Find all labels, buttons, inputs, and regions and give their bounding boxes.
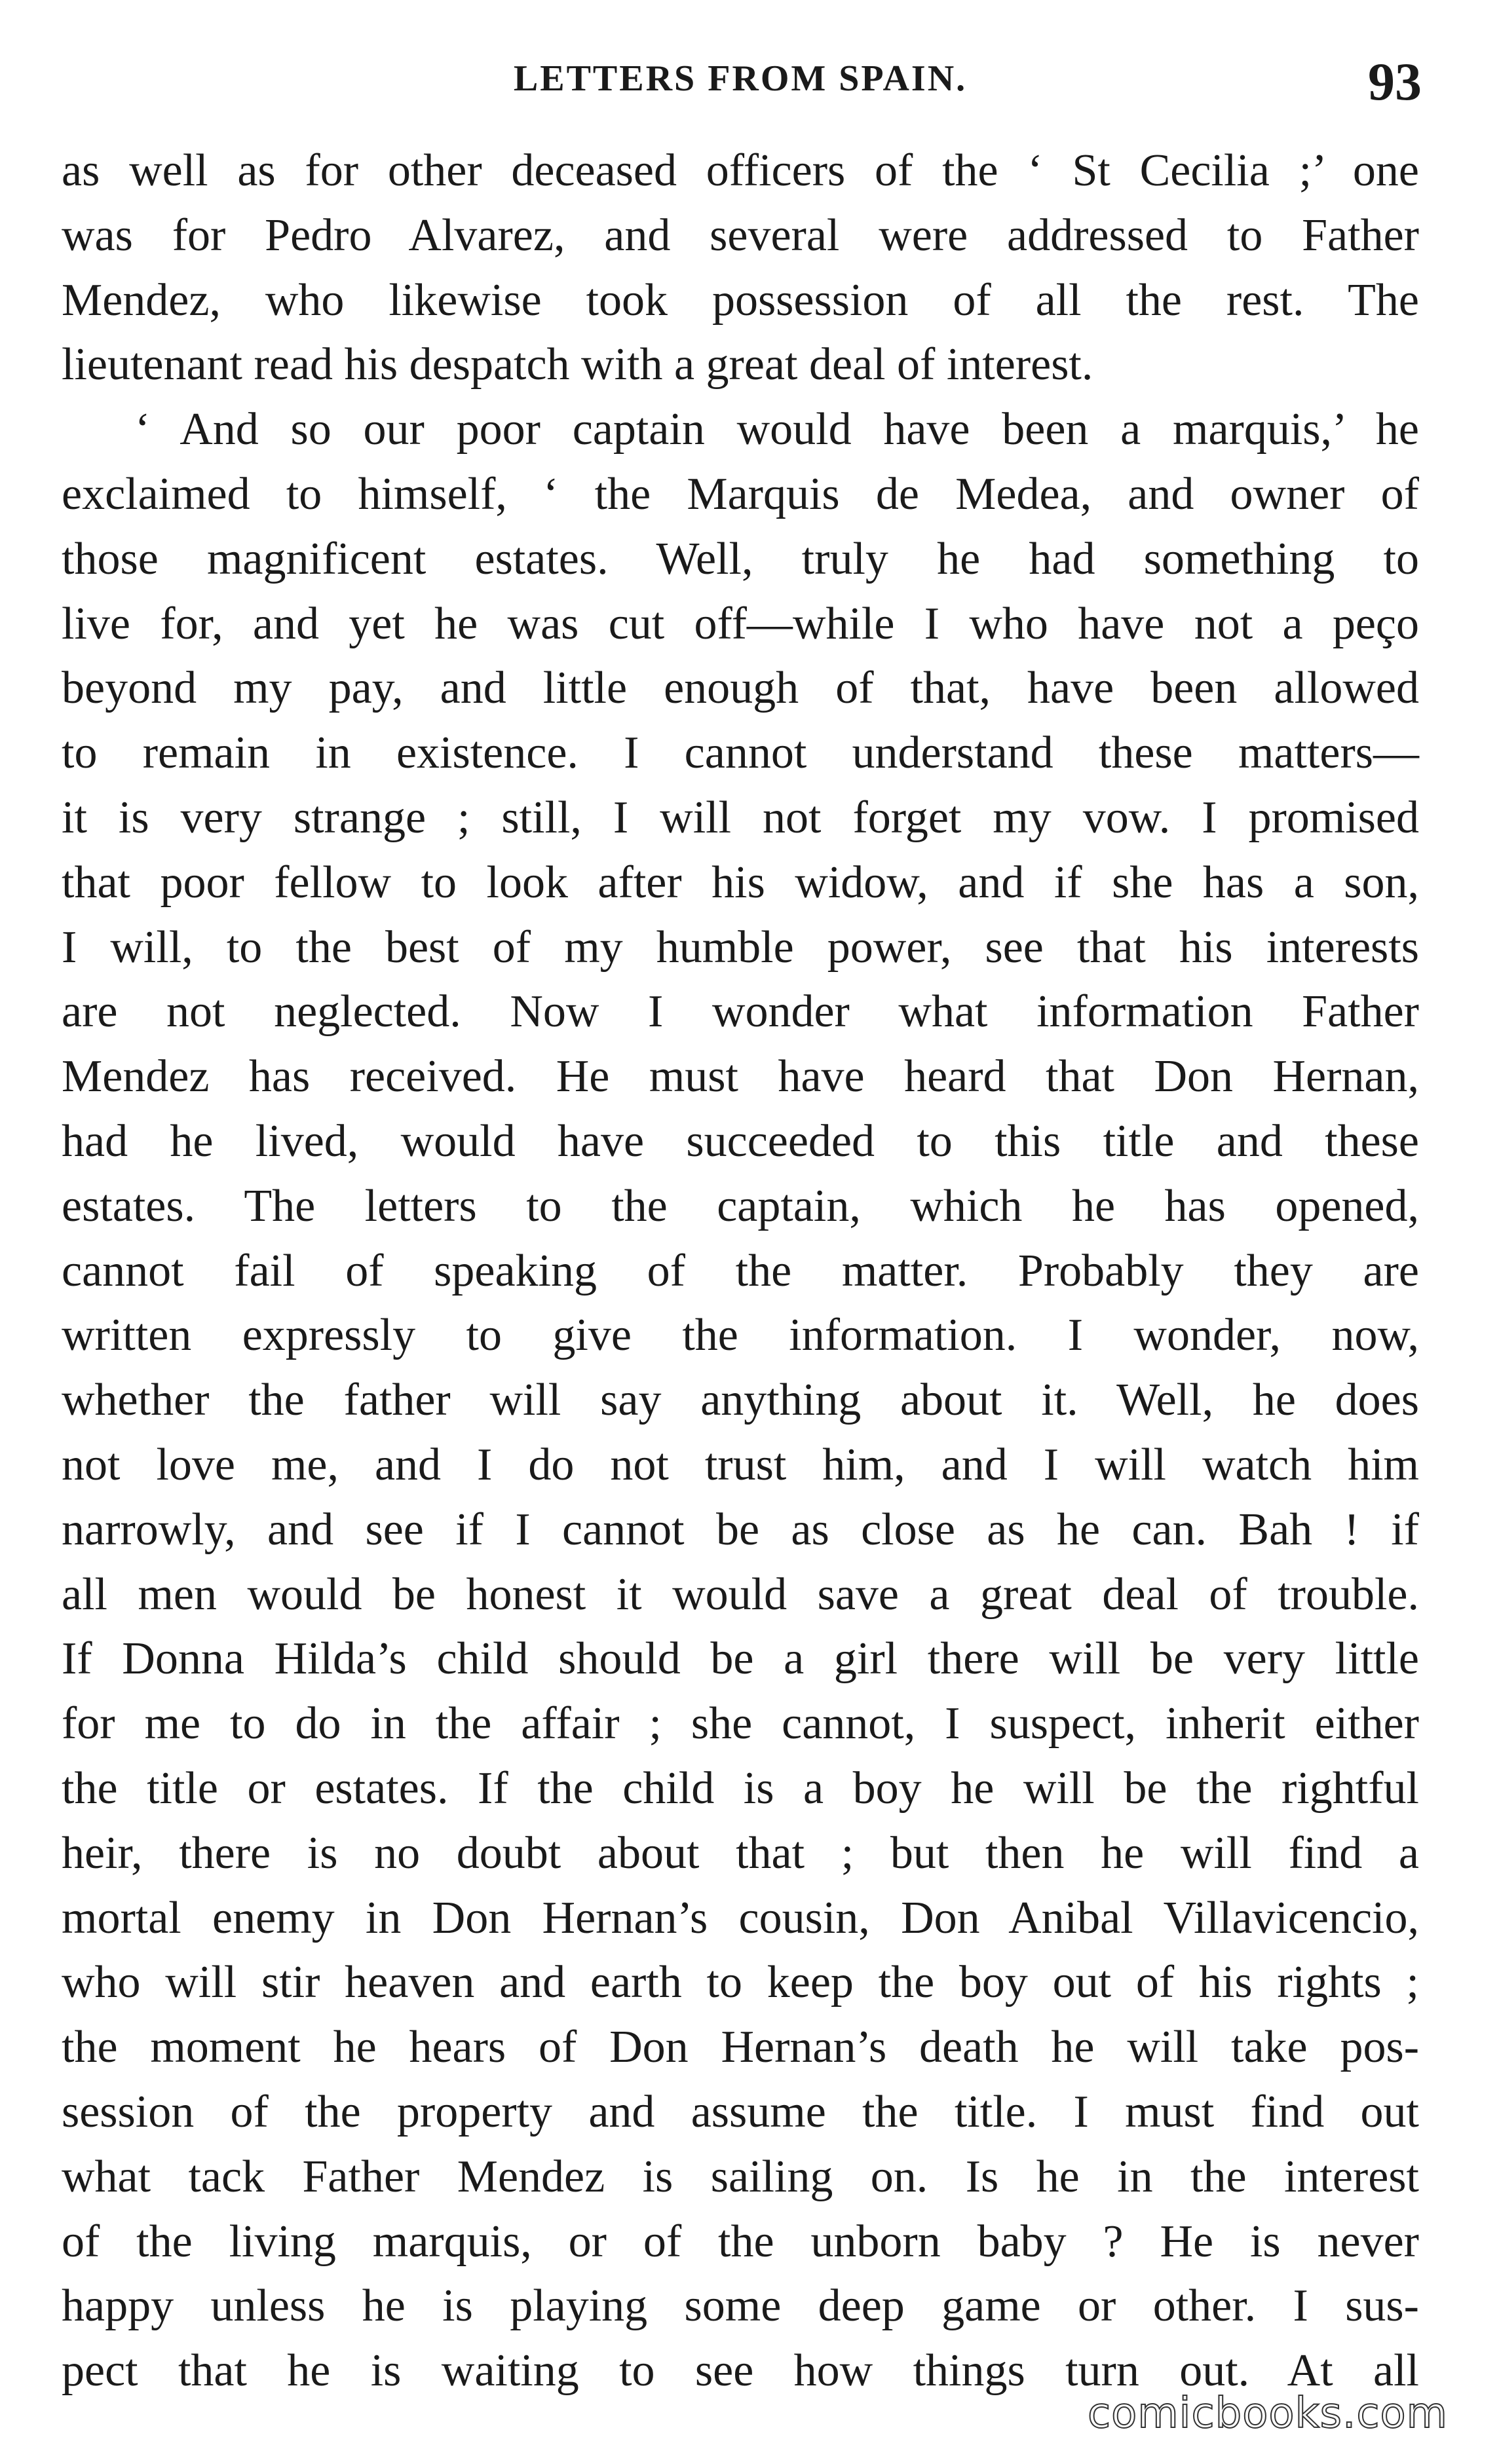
- text-line: the moment he hears of Don Hernan’s death he will take pos-: [62, 2022, 1419, 2073]
- text-line: who will stir heaven and earth to keep the boy out of his rights ;: [62, 1957, 1419, 2008]
- paragraph-start-line: ‘ And so our poor captain would have been a marquis,’ he: [135, 404, 1419, 455]
- text-line: was for Pedro Alvarez, and several were addressed to Father: [62, 210, 1419, 261]
- text-line: I will, to the best of my humble power, see that his interests: [62, 922, 1419, 973]
- text-line: beyond my pay, and little enough of that, have been allowed: [62, 663, 1419, 714]
- running-header: [59, 51, 1422, 123]
- text-line: heir, there is no doubt about that ; but then he will find a: [62, 1827, 1419, 1878]
- text-line: that poor fellow to look after his widow, and if she has a son,: [62, 857, 1419, 908]
- body-text: [62, 139, 1419, 2404]
- text-line: those magnificent estates. Well, truly he had something to: [62, 533, 1419, 584]
- text-line: of the living marquis, or of the unborn baby ? He is never: [62, 2216, 1419, 2267]
- text-line: Mendez has received. He must have heard that Don Hernan,: [62, 1051, 1419, 1102]
- text-line: narrowly, and see if I cannot be as close as he can. Bah ! if: [62, 1504, 1419, 1555]
- text-line: happy unless he is playing some deep game or other. I sus-: [62, 2281, 1419, 2332]
- text-line: as well as for other deceased officers of the ‘ St Cecilia ;’ one: [62, 145, 1419, 196]
- text-line: cannot fail of speaking of the matter. Probably they are: [62, 1245, 1419, 1296]
- text-line: exclaimed to himself, ‘ the Marquis de Medea, and owner of: [62, 468, 1419, 519]
- page-number: 93: [1368, 52, 1422, 111]
- text-line: what tack Father Mendez is sailing on. Is he in the interest: [62, 2151, 1419, 2202]
- text-line: are not neglected. Now I wonder what information Father: [62, 986, 1419, 1037]
- text-line: whether the father will say anything about it. Well, he does: [62, 1375, 1419, 1426]
- text-line: to remain in existence. I cannot understand these matters—: [62, 728, 1419, 779]
- text-line: not love me, and I do not trust him, and I will watch him: [62, 1439, 1419, 1490]
- watermark-logo: comicbooks.com: [1087, 2389, 1448, 2438]
- text-line: Mendez, who likewise took possession of all the rest. The: [62, 274, 1419, 326]
- text-line: written expressly to give the information. I wonder, now,: [62, 1310, 1419, 1361]
- text-line: lieutenant read his despatch with a great deal of interest.: [62, 339, 1093, 390]
- text-line: pect that he is waiting to see how things turn out. At all: [62, 2345, 1419, 2397]
- text-line: it is very strange ; still, I will not forget my vow. I promised: [62, 792, 1419, 843]
- text-line: had he lived, would have succeeded to this title and these: [62, 1115, 1419, 1167]
- text-line: mortal enemy in Don Hernan’s cousin, Don Anibal Villavicencio,: [62, 1892, 1419, 1943]
- text-line: If Donna Hilda’s child should be a girl there will be very little: [62, 1633, 1419, 1685]
- text-line: session of the property and assume the title. I must find out: [62, 2086, 1419, 2137]
- text-line: for me to do in the affair ; she cannot, I suspect, inherit either: [62, 1698, 1419, 1749]
- text-line: estates. The letters to the captain, which he has opened,: [62, 1180, 1419, 1231]
- text-line: live for, and yet he was cut off—while I who have not a peço: [62, 598, 1419, 649]
- running-title: LETTERS FROM SPAIN.: [513, 58, 968, 99]
- text-line: all men would be honest it would save a great deal of trouble.: [62, 1569, 1419, 1620]
- text-line: the title or estates. If the child is a boy he will be the rightful: [62, 1763, 1419, 1814]
